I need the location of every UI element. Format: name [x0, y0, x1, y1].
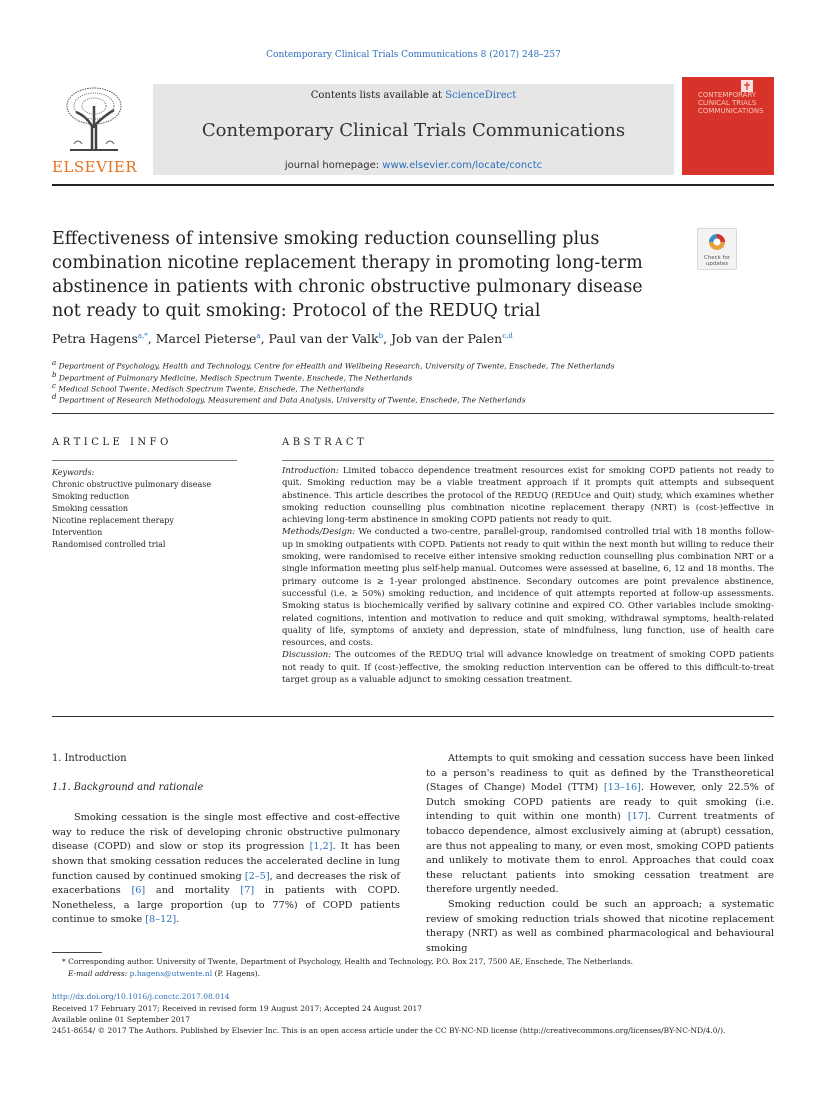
email-line — [68, 969, 260, 978]
section-heading-introduction: 1. Introduction — [52, 753, 127, 764]
body-paragraph — [426, 752, 774, 898]
abstract-methods-text: We conducted a two-centre, parallel-group, randomised controlled trial with 18 months follow-up in smoking outpatients with COPD. Patients not ready to quit within the next month but willing to reduce their smoking, were randomised to receive either intensive smoking reduction counselling plus combination NRT or a single information meeting plus self-help manual. Outcomes were assessed at baseline, 6, 12 and 18 months. The primary outcome is ≥ 1-year prolonged abstinence. Secondary outcomes are point prevalence abstinence, successful (i.e. ≥ 50%) smoking reduction, and incidence of quit attempts reported at follow-up assessments. Smoking status is biochemically verified by salivary cotinine and expired CO. Other variables include smoking-related cognitions, intention and motivation to reduce and quit smoking, withdrawal symptoms, health-related quality of life, symptoms of anxiety and depression, state of mindfulness, lung function, use of health care resources, and costs. — [282, 527, 774, 649]
keyword: Chronic obstructive pulmonary disease — [52, 480, 212, 489]
affiliation-mark: c — [52, 382, 56, 390]
author-name[interactable]: Marcel Pieterse — [155, 331, 257, 346]
citation-link[interactable]: [7] — [240, 885, 255, 897]
abstract-discussion — [282, 649, 774, 686]
citation-link[interactable]: [17] — [627, 811, 648, 823]
doi-text[interactable]: http://dx.doi.org/10.1016/j.conctc.2017.08.014 — [52, 992, 230, 1001]
author-name[interactable]: Paul van der Valk — [268, 331, 379, 346]
elsevier-tree-icon — [64, 86, 124, 152]
available-online: Available online 01 September 2017 — [52, 1015, 191, 1024]
abstract-body — [282, 465, 774, 686]
check-updates-icon — [708, 233, 726, 253]
abstract-introduction — [282, 465, 774, 526]
publisher-name: ELSEVIER — [52, 158, 138, 176]
text: Attempts to quit smoking and cessation success have been linked to a person's readiness to quit as defined by the Transtheoretical (Stages of Change) Model (TTM) — [426, 753, 774, 794]
abstract-discussion-label: Discussion: — [282, 650, 332, 661]
text: . It has been shown that smoking cessation reduces the accelerated decline in lung function caused by continued smoking — [52, 841, 400, 882]
abstract-methods — [282, 526, 774, 649]
journal-header — [153, 84, 674, 175]
affiliation-mark: a — [52, 359, 57, 367]
text: . However, only 22.5% of Dutch smoking COPD patients are ready to quit smoking (i.e. intending to quit within one month) — [426, 782, 774, 823]
abstract-heading: ABSTRACT — [282, 437, 368, 448]
affiliation-b — [52, 371, 412, 383]
footnote-rule — [52, 952, 102, 953]
citation-link[interactable]: [6] — [131, 885, 146, 897]
cover-title: CONTEMPORARY CLINICAL TRIALS COMMUNICATIONS — [698, 91, 764, 115]
right-column — [426, 752, 774, 956]
text: and mortality — [155, 885, 230, 897]
text: Smoking cessation is the single most effective and cost-effective way to reduce the risk of developing chronic obstructive pulmonary disease (COPD) and slow or stop its progression — [52, 812, 400, 853]
keyword: Randomised controlled trial — [52, 540, 166, 549]
text: . Current treatments of tobacco dependence, almost exclusively aiming at (abrupt) cessation, are thus not appealing to many, or even most, smoking COPD patients and unlikely to motivate them to enrol. Approaches that could coax these reluctant patients into smoking cessation treatment are therefore urgently needed. — [426, 811, 774, 896]
check-updates-label: Check for updates — [703, 255, 731, 267]
abstract-intro-text: Limited tobacco dependence treatment resources exist for smoking COPD patients not ready to quit. Smoking reduction may be a viable treatment approach if it prompts quit attempts and subsequent abstinence. This article describes the protocol of the REDUQ (REDUce and Quit) study, which examines whether smoking reduction counselling plus combination nicotine replacement therapy (NRT) is (cost-)effective in achieving long-term abstinence in smoking COPD patients not ready to quit. — [282, 466, 775, 526]
keyword: Nicotine replacement therapy — [52, 516, 174, 525]
contents-line — [153, 90, 674, 101]
citation-link[interactable]: [1,2] — [309, 841, 333, 853]
elsevier-logo — [52, 84, 136, 176]
journal-reference[interactable]: Contemporary Clinical Trials Communications 8 (2017) 248–257 — [266, 50, 561, 60]
abstract-methods-label: Methods/Design: — [282, 527, 356, 538]
check-for-updates-button[interactable] — [697, 228, 737, 270]
contents-prefix: Contents lists available at — [310, 90, 443, 101]
doi-link[interactable] — [52, 992, 230, 1001]
text: in patients with COPD. Nonetheless, a large proportion (up to 77%) of COPD patients continue to smoke — [52, 885, 400, 926]
author-affiliation-mark[interactable]: c,d — [502, 331, 513, 340]
license-line: 2451-8654/ © 2017 The Authors. Published by Elsevier Inc. This is an open access article under the CC BY-NC-ND license (http://creativecommons.org/licenses/BY-NC-ND/4.0/). — [52, 1026, 726, 1035]
affiliation-text: Department of Pulmonary Medicine, Medisch Spectrum Twente, Enschede, The Netherlands — [58, 373, 413, 383]
journal-title: Contemporary Clinical Trials Communications — [201, 120, 626, 141]
journal-cover-thumbnail[interactable] — [682, 77, 774, 175]
body-paragraph — [52, 811, 400, 928]
author-affiliation-mark[interactable]: a — [256, 331, 261, 340]
homepage-prefix: journal homepage: — [284, 160, 380, 171]
abstract-rule — [282, 460, 774, 461]
article-title: Effectiveness of intensive smoking reduction counselling plus combination nicotine replacement therapy in promoting long-term abstinence in patients with chronic obstructive pulmonary disease not ready to quit smoking: Protocol of the REDUQ trial — [52, 229, 643, 321]
abstract-end-rule — [52, 716, 774, 717]
affiliation-mark: d — [52, 393, 57, 401]
affiliation-text: Department of Research Methodology, Measurement and Data Analysis, University of Twente, Enschede, The Netherlands — [58, 395, 526, 405]
section-rule — [52, 413, 774, 414]
email-label: E-mail address: — [68, 969, 128, 978]
subsection-heading-background: 1.1. Background and rationale — [52, 781, 204, 793]
affiliation-a — [52, 359, 615, 371]
text: , and decreases the risk of exacerbations — [52, 870, 400, 897]
author-affiliation-mark[interactable]: a,* — [137, 331, 148, 340]
citation-link[interactable]: [13–16] — [603, 782, 641, 794]
keyword: Smoking cessation — [52, 504, 129, 513]
author-name[interactable]: Petra Hagens — [52, 331, 138, 346]
article-info-rule — [52, 460, 237, 461]
left-column — [52, 752, 400, 928]
body-paragraph: Smoking reduction could be such an approach; a systematic review of smoking reduction trials showed that nicotine replacement therapy (NRT) as well as combined pharmacological and behavioural smoking — [426, 898, 774, 954]
email-suffix: (P. Hagens). — [214, 969, 261, 978]
received-dates: Received 17 February 2017; Received in revised form 19 August 2017; Accepted 24 August 2017 — [52, 1004, 423, 1013]
author-affiliation-mark[interactable]: b — [378, 331, 384, 340]
homepage-line — [153, 160, 674, 171]
affiliation-mark: b — [52, 371, 57, 379]
author-list: Petra Hagens$^{a,*}$, Marcel Pieterse$^a$, Paul van der Valk$^b$, Job van der Palen$^{c,d}$ — [52, 331, 513, 346]
corresponding-author-text: Corresponding author. University of Twente, Department of Psychology, Health and Technology, P.O. Box 217, 7500 AE, Enschede, The Netherlands. — [68, 957, 634, 966]
citation-link[interactable]: [2–5] — [244, 870, 270, 882]
affiliation-text: Medical School Twente, Medisch Spectrum Twente, Enschede, The Netherlands — [58, 384, 364, 394]
corresponding-author-note: * Corresponding author. University of Twente, Department of Psychology, Health and Technology, P.O. Box 217, 7500 AE, Enschede, The Netherlands. — [62, 957, 634, 966]
abstract-intro-label: Introduction: — [282, 466, 339, 476]
citation-link[interactable]: [8–12] — [145, 914, 177, 926]
affiliation-c — [52, 382, 364, 394]
article-info-heading: ARTICLE INFO — [52, 437, 172, 448]
text: . — [176, 914, 180, 926]
sciencedirect-link[interactable]: ScienceDirect — [445, 90, 517, 101]
keyword: Smoking reduction — [52, 492, 130, 501]
keywords-label: Keywords: — [52, 468, 95, 477]
affiliation-text: Department of Psychology, Health and Technology, Centre for eHealth and Wellbeing Research, University of Twente, Enschede, The Netherlands — [58, 361, 615, 371]
affiliation-d — [52, 393, 526, 405]
keyword: Intervention — [52, 528, 103, 537]
email-link[interactable]: p.hagens@utwente.nl — [129, 969, 213, 978]
author-name[interactable]: Job van der Palen — [391, 331, 503, 346]
abstract-discussion-text: The outcomes of the REDUQ trial will advance knowledge on treatment of smoking COPD patients not ready to quit. If (cost-)effective, the smoking reduction intervention can be offered to this difficult-to-treat target group as a valuable adjunct to smoking cessation treatment. — [282, 650, 775, 686]
homepage-link[interactable]: www.elsevier.com/locate/conctc — [382, 160, 543, 171]
header-rule — [52, 184, 774, 186]
